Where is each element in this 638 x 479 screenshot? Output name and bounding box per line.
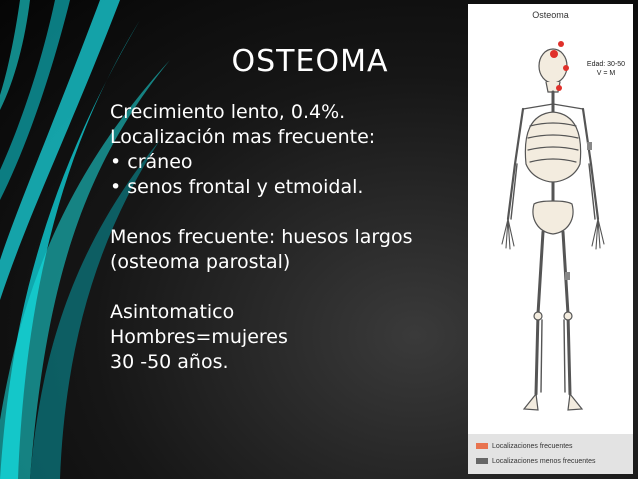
text-line: 30 -50 años. [110, 351, 229, 373]
text-line: Crecimiento lento, 0.4%. [110, 101, 346, 123]
legend-label: Localizaciones frecuentes [492, 442, 573, 450]
text-line: Hombres=mujeres [110, 326, 288, 348]
legend-label: Localizaciones menos frecuentes [492, 457, 596, 465]
lesion-frequent [558, 41, 564, 47]
age-label: Edad: 30-50 [586, 61, 626, 68]
text-line: Localización mas frecuente: [110, 126, 376, 148]
lesion-frequent [556, 85, 562, 91]
text-line: • senos frontal y etmoidal. [110, 176, 364, 198]
text-line: Asintomatico [110, 301, 235, 323]
lesion-less [587, 142, 592, 150]
text-line [110, 275, 460, 300]
text-line: • cráneo [110, 151, 193, 173]
figure-legend [468, 434, 633, 474]
figure-demographics [586, 60, 626, 78]
lesion-frequent [550, 50, 558, 58]
text-line: Menos frecuente: huesos largos [110, 226, 413, 248]
lesion-less [565, 272, 570, 280]
figure-title: Osteoma [532, 10, 569, 20]
sex-label: V = M [596, 70, 616, 77]
slide-body [110, 100, 460, 375]
legend-swatch-less [476, 458, 488, 464]
text-line: (osteoma parostal) [110, 251, 291, 273]
legend-swatch-frequent [476, 443, 488, 449]
legend-item-less [476, 455, 596, 467]
skeleton-figure [468, 4, 633, 474]
text-line [110, 200, 460, 225]
lesion-frequent [563, 65, 569, 71]
slide-title: OSTEOMA [231, 44, 389, 79]
legend-item-frequent [476, 440, 573, 452]
